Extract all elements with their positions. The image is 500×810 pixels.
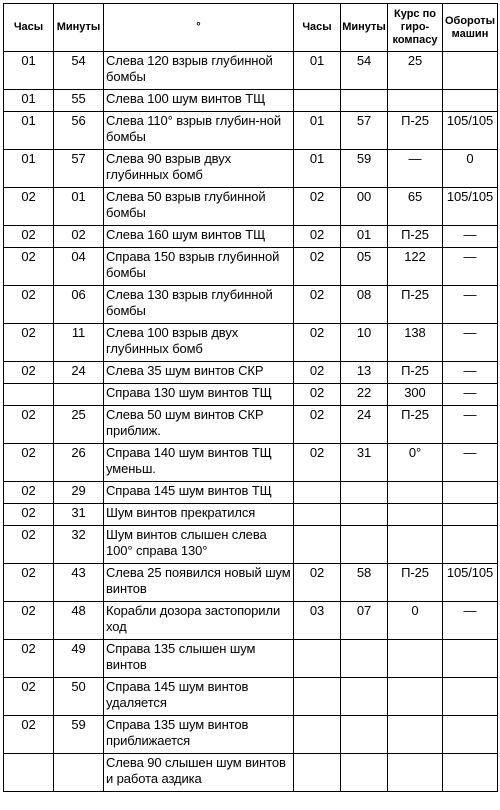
log-table bbox=[3, 3, 498, 792]
header-minutes-2: Минуты bbox=[341, 4, 388, 52]
table-row bbox=[4, 52, 498, 90]
minutes-cell: 54 bbox=[54, 52, 104, 90]
rpm-cell: — bbox=[443, 444, 498, 482]
minutes-cell: 32 bbox=[54, 526, 104, 564]
course-cell: 138 bbox=[388, 324, 443, 362]
hours-cell: 02 bbox=[4, 678, 54, 716]
hours-cell: 02 bbox=[4, 564, 54, 602]
table-row bbox=[4, 716, 498, 754]
course-cell: 122 bbox=[388, 248, 443, 286]
header-rpm: Обороты машин bbox=[443, 4, 498, 52]
hours-cell: 01 bbox=[4, 150, 54, 188]
rpm-cell: 105/105 bbox=[443, 188, 498, 226]
hours-2-cell: 01 bbox=[294, 150, 341, 188]
minutes-2-cell bbox=[341, 716, 388, 754]
hours-cell: 02 bbox=[4, 362, 54, 384]
minutes-2-cell: 54 bbox=[341, 52, 388, 90]
minutes-cell: 24 bbox=[54, 362, 104, 384]
course-cell bbox=[388, 504, 443, 526]
rpm-cell: — bbox=[443, 324, 498, 362]
table-row bbox=[4, 362, 498, 384]
minutes-cell: 25 bbox=[54, 406, 104, 444]
rpm-cell bbox=[443, 52, 498, 90]
hours-cell: 01 bbox=[4, 90, 54, 112]
rpm-cell bbox=[443, 640, 498, 678]
hours-cell: 01 bbox=[4, 52, 54, 90]
minutes-2-cell: 00 bbox=[341, 188, 388, 226]
table-row bbox=[4, 112, 498, 150]
event-cell: Слева 90 взрыв двух глубинных бомб bbox=[104, 150, 294, 188]
header-minutes: Минуты bbox=[54, 4, 104, 52]
table-row bbox=[4, 444, 498, 482]
hours-2-cell: 02 bbox=[294, 444, 341, 482]
minutes-2-cell: 59 bbox=[341, 150, 388, 188]
hours-2-cell: 02 bbox=[294, 324, 341, 362]
minutes-2-cell: 10 bbox=[341, 324, 388, 362]
minutes-cell: 01 bbox=[54, 188, 104, 226]
hours-2-cell: 02 bbox=[294, 188, 341, 226]
rpm-cell bbox=[443, 90, 498, 112]
rpm-cell bbox=[443, 754, 498, 792]
minutes-cell: 59 bbox=[54, 716, 104, 754]
table-row bbox=[4, 504, 498, 526]
minutes-cell: 31 bbox=[54, 504, 104, 526]
hours-cell: 02 bbox=[4, 324, 54, 362]
hours-cell: 02 bbox=[4, 602, 54, 640]
hours-cell: 02 bbox=[4, 482, 54, 504]
table-row bbox=[4, 384, 498, 406]
minutes-2-cell: 22 bbox=[341, 384, 388, 406]
minutes-2-cell bbox=[341, 90, 388, 112]
rpm-cell: — bbox=[443, 286, 498, 324]
minutes-cell bbox=[54, 384, 104, 406]
course-cell: — bbox=[388, 150, 443, 188]
hours-2-cell: 03 bbox=[294, 602, 341, 640]
course-cell bbox=[388, 716, 443, 754]
log-body bbox=[4, 52, 498, 792]
minutes-cell: 02 bbox=[54, 226, 104, 248]
course-cell bbox=[388, 482, 443, 504]
event-cell: Справа 135 шум винтов приближается bbox=[104, 716, 294, 754]
event-cell: Справа 150 взрыв глубинной бомбы bbox=[104, 248, 294, 286]
hours-cell: 02 bbox=[4, 716, 54, 754]
minutes-2-cell: 24 bbox=[341, 406, 388, 444]
hours-2-cell: 02 bbox=[294, 248, 341, 286]
rpm-cell bbox=[443, 526, 498, 564]
rpm-cell: 0 bbox=[443, 150, 498, 188]
event-cell: Слева 160 шум винтов ТЩ bbox=[104, 226, 294, 248]
event-cell: Слева 50 взрыв глубинной бомбы bbox=[104, 188, 294, 226]
hours-2-cell: 02 bbox=[294, 226, 341, 248]
course-cell: П-25 bbox=[388, 286, 443, 324]
minutes-2-cell: 57 bbox=[341, 112, 388, 150]
minutes-2-cell: 07 bbox=[341, 602, 388, 640]
hours-cell: 02 bbox=[4, 248, 54, 286]
hours-2-cell: 01 bbox=[294, 52, 341, 90]
event-cell: Шум винтов прекратился bbox=[104, 504, 294, 526]
event-cell: Шум винтов слышен слева 100° справа 130° bbox=[104, 526, 294, 564]
minutes-2-cell bbox=[341, 526, 388, 564]
table-row bbox=[4, 150, 498, 188]
rpm-cell: 105/105 bbox=[443, 112, 498, 150]
rpm-cell: — bbox=[443, 406, 498, 444]
minutes-cell: 50 bbox=[54, 678, 104, 716]
hours-cell: 02 bbox=[4, 286, 54, 324]
event-cell: Справа 140 шум винтов ТЩ уменьш. bbox=[104, 444, 294, 482]
minutes-cell: 06 bbox=[54, 286, 104, 324]
rpm-cell bbox=[443, 504, 498, 526]
course-cell: 0 bbox=[388, 602, 443, 640]
event-cell: Справа 130 шум винтов ТЩ bbox=[104, 384, 294, 406]
hours-2-cell: 01 bbox=[294, 112, 341, 150]
minutes-2-cell: 13 bbox=[341, 362, 388, 384]
course-cell bbox=[388, 640, 443, 678]
rpm-cell bbox=[443, 716, 498, 754]
event-cell: Справа 135 слышен шум винтов bbox=[104, 640, 294, 678]
minutes-2-cell: 58 bbox=[341, 564, 388, 602]
header-course: Курс по гиро-компасу bbox=[388, 4, 443, 52]
hours-cell: 02 bbox=[4, 444, 54, 482]
event-cell: Слева 35 шум винтов СКР bbox=[104, 362, 294, 384]
rpm-cell: — bbox=[443, 602, 498, 640]
minutes-cell: 48 bbox=[54, 602, 104, 640]
hours-2-cell: 02 bbox=[294, 286, 341, 324]
event-cell: Слева 25 появился новый шум винтов bbox=[104, 564, 294, 602]
course-cell: П-25 bbox=[388, 362, 443, 384]
event-cell: Корабли дозора застопорили ход bbox=[104, 602, 294, 640]
course-cell: 0° bbox=[388, 444, 443, 482]
hours-2-cell bbox=[294, 678, 341, 716]
event-cell: Слева 100 взрыв двух глубинных бомб bbox=[104, 324, 294, 362]
rpm-cell: — bbox=[443, 362, 498, 384]
event-cell: Справа 145 шум винтов ТЩ bbox=[104, 482, 294, 504]
minutes-2-cell: 31 bbox=[341, 444, 388, 482]
minutes-cell bbox=[54, 754, 104, 792]
minutes-2-cell bbox=[341, 482, 388, 504]
hours-2-cell bbox=[294, 90, 341, 112]
hours-2-cell bbox=[294, 754, 341, 792]
event-cell: Слева 120 взрыв глубинной бомбы bbox=[104, 52, 294, 90]
header-bearing: ° bbox=[104, 4, 294, 52]
event-cell: Справа 145 шум винтов удаляется bbox=[104, 678, 294, 716]
hours-2-cell: 02 bbox=[294, 564, 341, 602]
header-hours-2: Часы bbox=[294, 4, 341, 52]
course-cell: 65 bbox=[388, 188, 443, 226]
event-cell: Слева 100 шум винтов ТЩ bbox=[104, 90, 294, 112]
hours-cell bbox=[4, 384, 54, 406]
hours-cell: 02 bbox=[4, 526, 54, 564]
minutes-2-cell bbox=[341, 754, 388, 792]
minutes-cell: 43 bbox=[54, 564, 104, 602]
minutes-cell: 56 bbox=[54, 112, 104, 150]
course-cell bbox=[388, 526, 443, 564]
hours-cell: 02 bbox=[4, 640, 54, 678]
rpm-cell: — bbox=[443, 384, 498, 406]
minutes-2-cell bbox=[341, 504, 388, 526]
minutes-2-cell bbox=[341, 640, 388, 678]
table-row bbox=[4, 90, 498, 112]
table-row bbox=[4, 678, 498, 716]
hours-cell: 02 bbox=[4, 226, 54, 248]
course-cell bbox=[388, 678, 443, 716]
hours-cell bbox=[4, 754, 54, 792]
hours-cell: 02 bbox=[4, 406, 54, 444]
event-cell: Слева 130 взрыв глубинной бомбы bbox=[104, 286, 294, 324]
minutes-cell: 57 bbox=[54, 150, 104, 188]
rpm-cell bbox=[443, 482, 498, 504]
minutes-cell: 55 bbox=[54, 90, 104, 112]
minutes-cell: 26 bbox=[54, 444, 104, 482]
event-cell: Слева 50 шум винтов СКР приближ. bbox=[104, 406, 294, 444]
minutes-2-cell: 01 bbox=[341, 226, 388, 248]
hours-cell: 01 bbox=[4, 112, 54, 150]
header-row bbox=[4, 4, 498, 52]
hours-2-cell bbox=[294, 482, 341, 504]
table-row bbox=[4, 526, 498, 564]
header-hours: Часы bbox=[4, 4, 54, 52]
minutes-cell: 49 bbox=[54, 640, 104, 678]
course-cell: П-25 bbox=[388, 564, 443, 602]
minutes-cell: 11 bbox=[54, 324, 104, 362]
course-cell: 25 bbox=[388, 52, 443, 90]
table-row bbox=[4, 226, 498, 248]
table-row bbox=[4, 482, 498, 504]
hours-2-cell: 02 bbox=[294, 362, 341, 384]
hours-2-cell: 02 bbox=[294, 384, 341, 406]
table-row bbox=[4, 188, 498, 226]
rpm-cell: — bbox=[443, 248, 498, 286]
table-row bbox=[4, 602, 498, 640]
course-cell bbox=[388, 90, 443, 112]
hours-2-cell bbox=[294, 526, 341, 564]
table-row bbox=[4, 406, 498, 444]
table-row bbox=[4, 248, 498, 286]
hours-2-cell bbox=[294, 716, 341, 754]
rpm-cell bbox=[443, 678, 498, 716]
minutes-2-cell: 08 bbox=[341, 286, 388, 324]
minutes-2-cell: 05 bbox=[341, 248, 388, 286]
minutes-cell: 04 bbox=[54, 248, 104, 286]
event-cell: Слева 110° взрыв глубин-ной бомбы bbox=[104, 112, 294, 150]
hours-cell: 02 bbox=[4, 188, 54, 226]
course-cell: П-25 bbox=[388, 112, 443, 150]
table-row bbox=[4, 324, 498, 362]
course-cell: П-25 bbox=[388, 406, 443, 444]
course-cell: П-25 bbox=[388, 226, 443, 248]
minutes-2-cell bbox=[341, 678, 388, 716]
hours-2-cell: 02 bbox=[294, 406, 341, 444]
course-cell bbox=[388, 754, 443, 792]
minutes-cell: 29 bbox=[54, 482, 104, 504]
hours-2-cell bbox=[294, 640, 341, 678]
table-row bbox=[4, 286, 498, 324]
table-row bbox=[4, 754, 498, 792]
hours-2-cell bbox=[294, 504, 341, 526]
rpm-cell: — bbox=[443, 226, 498, 248]
table-row bbox=[4, 564, 498, 602]
event-cell: Слева 90 слышен шум винтов и работа аздика bbox=[104, 754, 294, 792]
rpm-cell: 105/105 bbox=[443, 564, 498, 602]
table-row bbox=[4, 640, 498, 678]
course-cell: 300 bbox=[388, 384, 443, 406]
hours-cell: 02 bbox=[4, 504, 54, 526]
